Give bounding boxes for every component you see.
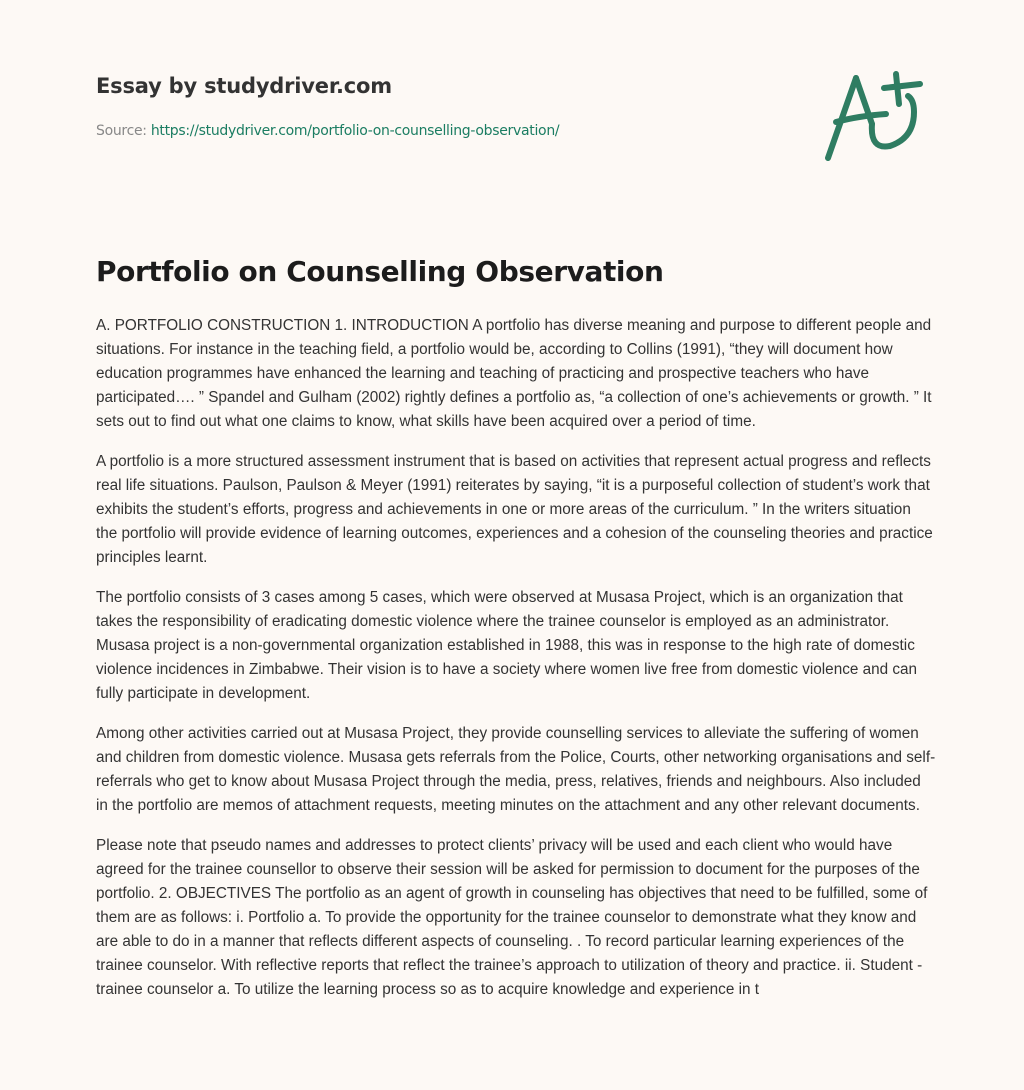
paragraph: A. PORTFOLIO CONSTRUCTION 1. INTRODUCTION A portfolio has diverse meaning and purpose to different people and situations. For instance in the teaching field, a portfolio would be, according to Collins (1991), “they will document how education programmes have enhanced the learning and teaching of practicing and prospective teachers who have participated…. ” Spandel and Gulham (2002) rightly defines a portfolio as, “a collection of one’s achievements or growth. ” It sets out to find out what one claims to know, what skills have been acquired over a period of time.	[96, 317, 932, 430]
page-title: Portfolio on Counselling Observation	[96, 255, 664, 288]
source-label: Source:	[96, 123, 147, 139]
essay-header	[96, 74, 796, 139]
paragraph: The portfolio consists of 3 cases among 5 cases, which were observed at Musasa Project, which is an organization that takes the responsibility of eradicating domestic violence where the trainee counselor is employed as an administrator. Musasa project is a non-governmental organization established in 1988, this was in response to the high rate of domestic violence incidences in Zimbabwe. Their vision is to have a society where women live free from domestic violence and can fully participate in development.	[96, 589, 918, 702]
paragraph: A portfolio is a more structured assessment instrument that is based on activities that represent actual progress and reflects real life situations. Paulson, Paulson & Meyer (1991) reiterates by saying, “it is a purposeful collection of student’s work that exhibits the student’s efforts, progress and achievements in one or more areas of the curriculum. ” In the writers situation the portfolio will provide evidence of learning outcomes, experiences and a cohesion of the counseling theories and practice principles learnt.	[96, 453, 933, 566]
article-body	[96, 314, 936, 1018]
site-title: Essay by studydriver.com	[96, 74, 392, 98]
source-line	[96, 123, 796, 139]
a-plus-grade-icon	[822, 66, 932, 166]
paragraph: Among other activities carried out at Musasa Project, they provide counselling services to alleviate the suffering of women and children from domestic violence. Musasa gets referrals from the Police, Courts, other networking organisations and self-referrals who get to know about Musasa Project through the media, press, relatives, friends and neighbours. Also included in the portfolio are memos of attachment requests, meeting minutes on the attachment and any other relevant documents.	[96, 725, 936, 814]
paragraph: Please note that pseudo names and addresses to protect clients’ privacy will be used and each client who would have agreed for the trainee counsellor to observe their session will be asked for permission to document for the purposes of the portfolio. 2. OBJECTIVES The portfolio as an agent of growth in counseling has objectives that need to be fulfilled, some of them are as follows: i. Portfolio a. To provide the opportunity for the trainee counselor to demonstrate what they know and are able to do in a manner that reflects different aspects of counseling. . To record particular learning experiences of the trainee counselor. With reflective reports that reflect the trainee’s approach to utilization of theory and practice. ii. Student - trainee counselor a. To utilize the learning process so as to acquire knowledge and experience in t	[96, 837, 928, 998]
source-link[interactable]: https://studydriver.com/portfolio-on-counselling-observation/	[150, 123, 560, 139]
